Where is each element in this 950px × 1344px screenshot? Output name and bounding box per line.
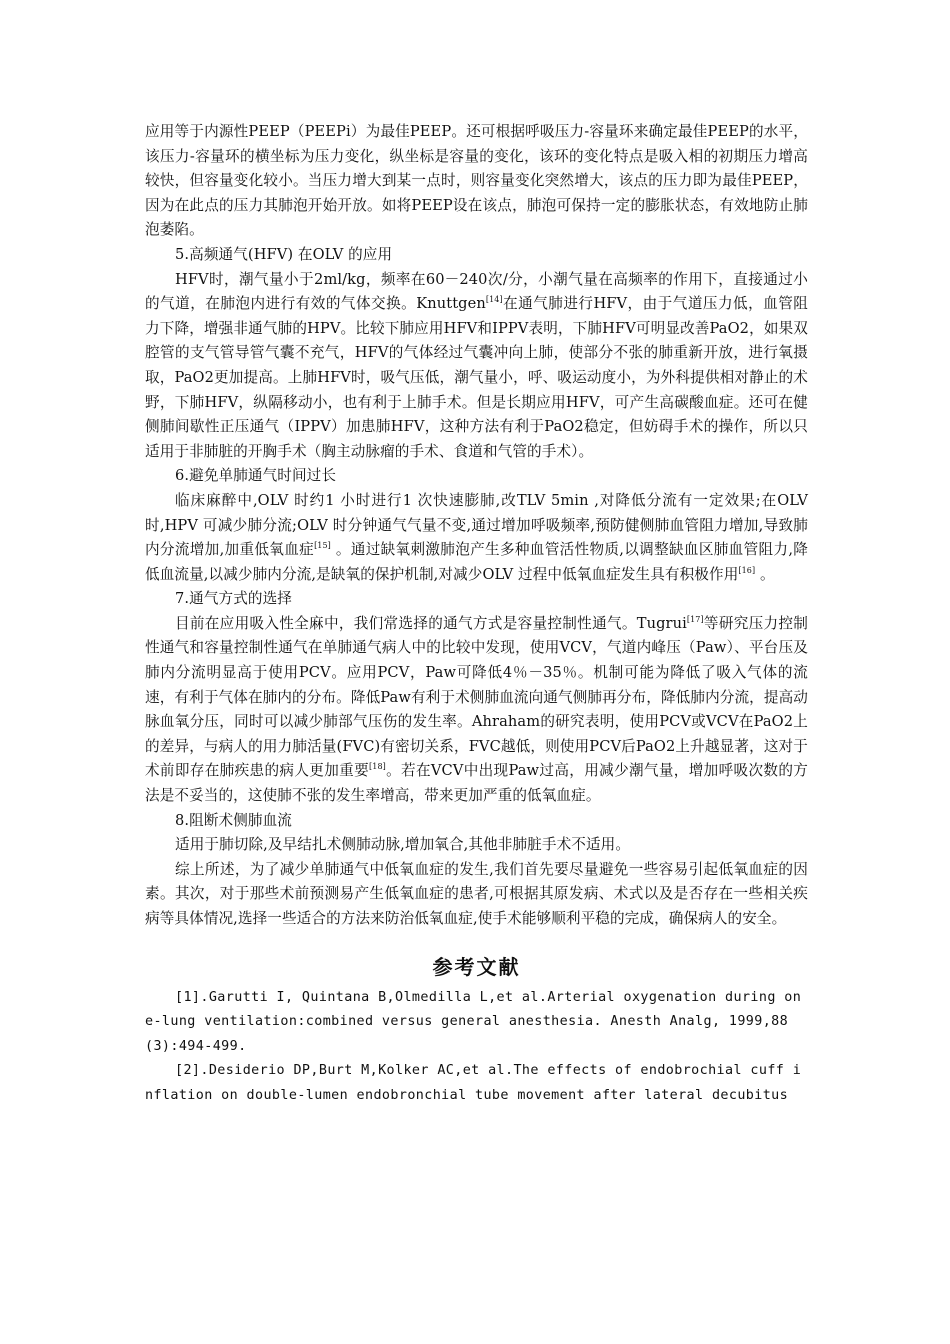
paragraph-text: HFV时，潮气量小于2ml/kg，频率在60－240次/分，小潮气量在高频率的作用下，直接通过小的气道，在肺泡内进行有效的气体交换。Knuttgen (145, 270, 808, 313)
reference-item-2: [2].Desiderio DP,Burt M,Kolker AC,et al.The effects of endobrochial cuff inflation on double-lumen endobronchial tube movement after lateral decubitus (145, 1063, 802, 1103)
paragraph-text: 在通气肺进行HFV，由于气道压力低，血管阻力下降，增强非通气肺的HPV。比较下肺应用HFV和IPPV表明，下肺HFV可明显改善PaO2，如果双腔管的支气管导管气囊不充气，HFV的气体经过气囊冲向上肺，使部分不张的肺重新开放，进行氧摄取，PaO2更加提高。上肺HFV时，吸气压低，潮气量小，呼、吸运动度小，为外科提供相对静止的术野，下肺HFV，纵隔移动小，也有利于上肺手术。但是长期应用HFV，可产生高碳酸血症。还可在健侧肺间歇性正压通气（IPPV）加患肺HFV，这种方法有利于PaO2稳定，但妨碍手术的操作，所以只适用于非肺脏的开胸手术（胸主动脉瘤的手术、食道和气管的手术）。 (145, 295, 808, 460)
reference-item-1: [1].Garutti I, Quintana B,Olmedilla L,et al.Arterial oxygenation during one-lung ventilation:combined versus general anesthesia. Anesth Analg, 1999,88(3):494-499. (145, 989, 802, 1054)
references-title: 参考文献 (432, 954, 521, 979)
paragraph-text: 综上所述，为了减少单肺通气中低氧血症的发生,我们首先要尽量避免一些容易引起低氧血症的因素。其次，对于那些术前预测易产生低氧血症的患者,可根据其原发病、术式以及是否存在一些相关疾病等具体情况,选择一些适合的方法来防治低氧血症,使手术能够顺利平稳的完成，确保病人的安全。 (145, 860, 808, 927)
citation-15: [15] (314, 541, 331, 551)
section-heading-7: 7.通气方式的选择 (175, 590, 292, 608)
paragraph-text: 。通过缺氧刺激肺泡产生多种血管活性物质,以调整缺血区肺血管阻力,降低血流量,以减少肺内分流,是缺氧的保护机制,对减少OLV 过程中低氧血症发生具有积极作用 (145, 541, 808, 583)
paragraph-ventilation-mode (145, 612, 808, 809)
paragraph-text: 临床麻醉中,OLV 时约1 小时进行1 次快速膨肺,改TLV 5min ,对降低分流有一定效果;在OLV时,HPV 可减少肺分流;OLV 时分钟通气气量不变,通过增加呼吸频率,预防健侧肺血管阻力增加,导致肺内分流增加,加重低氧血症 (145, 491, 808, 559)
paragraph-summary (145, 858, 808, 932)
citation-18: [18] (369, 762, 386, 772)
paragraph-text: 等研究压力控制性通气和容量控制性通气在单肺通气病人中的比较中发现，使用VCV，气道内峰压（Paw）、平台压及肺内分流明显高于使用PCV。应用PCV，Paw可降低4％－35％。机制可能为降低了吸入气体的流速，有利于气体在肺内的分布。降低Paw有利于术侧肺血流向通气侧肺再分布，降低肺内分流，提高动脉血氧分压，同时可以减少肺部气压伤的发生率。Ahraham的研究表明，使用PCV或VCV在PaO2上的差异，与病人的用力肺活量(FVC)有密切关系，FVC越低，则使用PCV后PaO2上升越显著，这对于术前即存在肺疾患的病人更加重要 (145, 614, 808, 780)
paragraph-text: 目前在应用吸入性全麻中，我们常选择的通气方式是容量控制性通气。Tugrui (175, 614, 687, 632)
paragraph-text: 适用于肺切除,及早结扎术侧肺动脉,增加氧合,其他非肺脏手术不适用。 (175, 836, 631, 854)
section-heading-8: 8.阻断术侧肺血流 (175, 811, 292, 829)
citation-14: [14] (485, 295, 503, 305)
article-body (145, 120, 808, 1109)
citation-17: [17] (686, 614, 704, 624)
section-heading-5: 5.高频通气(HFV) 在OLV 的应用 (175, 245, 393, 263)
paragraph-block-flow (145, 833, 808, 858)
paragraph-olv-duration (145, 489, 808, 587)
paragraph-hfv (145, 268, 808, 465)
paragraph-text: 。 (755, 565, 775, 583)
paragraph-text: 应用等于内源性PEEP（PEEPi）为最佳PEEP。还可根据呼吸压力-容量环来确定最佳PEEP的水平，该压力-容量环的横坐标为压力变化，纵坐标是容量的变化，该环的变化特点是吸入相的初期压力增高较快，但容量变化较小。当压力增大到某一点时，则容量变化突然增大，该点的压力即为最佳PEEP，因为在此点的压力其肺泡开始开放。如将PEEP设在该点，肺泡可保持一定的膨胀状态，有效地防止肺泡萎陷。 (145, 123, 808, 239)
paragraph-text: 。若在VCV中出现Paw过高，用减少潮气量，增加呼吸次数的方法是不妥当的，这使肺不张的发生率增高，带来更加严重的低氧血症。 (145, 762, 808, 805)
section-heading-6: 6.避免单肺通气时间过长 (175, 467, 337, 485)
paragraph-peep (145, 120, 808, 243)
citation-16: [16] (738, 565, 756, 575)
